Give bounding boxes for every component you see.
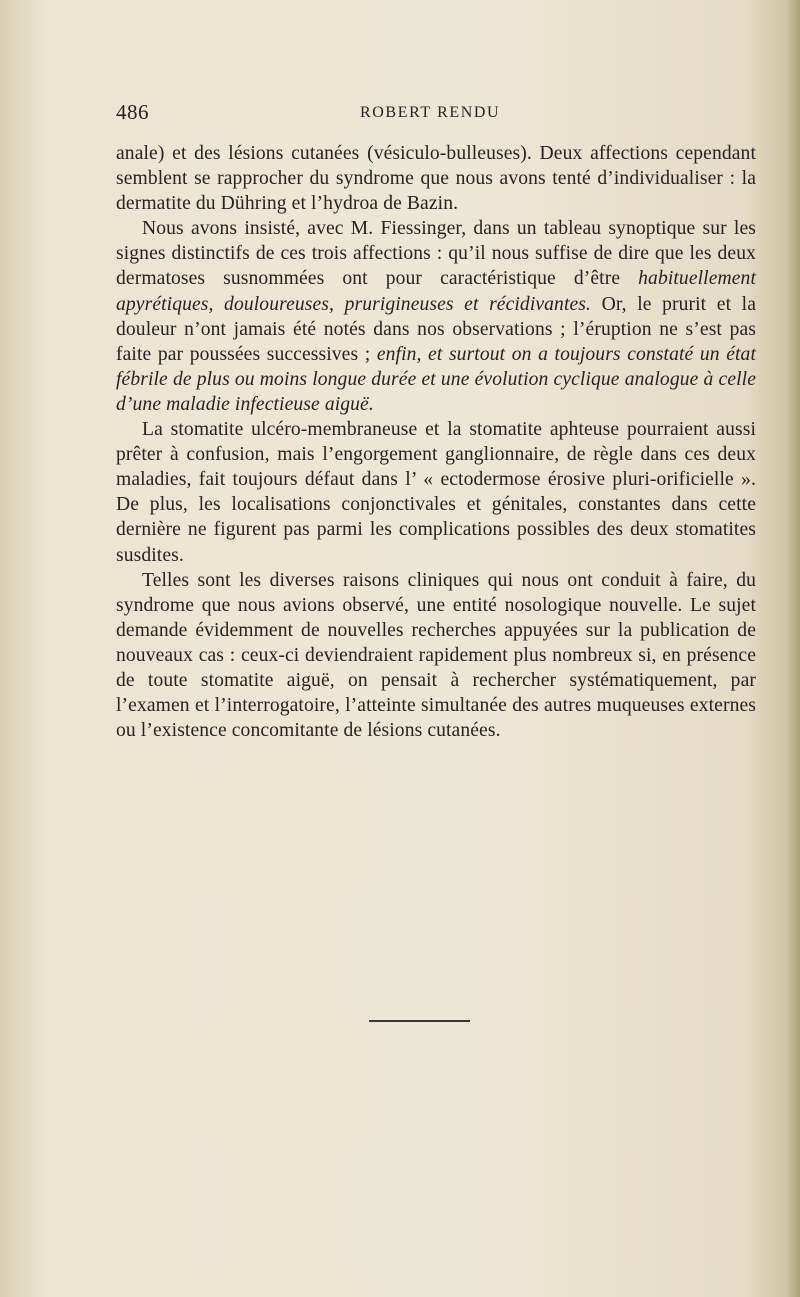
page-header [116, 100, 756, 130]
paragraph-2-italic-2: enfin, et surtout on a toujours constaté un état fébrile de plus ou moins longue durée et une évolution cyclique analogue à celle d’une maladie infectieuse aiguë. [116, 343, 756, 415]
end-rule [369, 1020, 470, 1022]
paragraph-1: anale) et des lésions cutanées (vésiculo-bulleuses). Deux affections cependant semblent se rapprocher du syndrome que nous avons tenté d’individualiser : la dermatite du Dühring et l’hydroa de Bazin. [116, 143, 756, 215]
paragraph-3: La stomatite ulcéro-membraneuse et la stomatite aphteuse pourraient aussi prêter à confusion, mais l’engorgement ganglionnaire, de règle dans ces deux maladies, fait toujours défaut dans l’ « ectodermose érosive pluri-orificielle ». De plus, les localisations conjonctivales et génitales, constantes dans cette dernière ne figurent pas parmi les complications possibles des deux stomatites susdites. [116, 419, 756, 566]
body-text [116, 141, 756, 743]
paragraph-2-italic-1: habituellement apyrétiques, douloureuses, prurigineuses et récidivantes. [116, 268, 756, 315]
paragraph-2 [116, 216, 756, 417]
paragraph-2-text-b: Or, le prurit et la douleur n’ont jamais été notés dans nos observations ; l’éruption ne s’est pas faite par poussées successives ; [116, 293, 756, 365]
running-head: ROBERT RENDU [360, 104, 501, 121]
page-edge-shadow [786, 0, 800, 1297]
page-number: 486 [116, 100, 149, 124]
paragraph-2-text-a: Nous avons insisté, avec M. Fiessinger, dans un tableau synoptique sur les signes distinctifs de ces trois affections : qu’il nous suffise de dire que les deux dermatoses susnommées ont pour caractéristique d’être [116, 218, 756, 290]
paragraph-4: Telles sont les diverses raisons cliniques qui nous ont conduit à faire, du syndrome que nous avions observé, une entité nosologique nouvelle. Le sujet demande évidemment de nouvelles recherches appuyées sur la publication de nouveaux cas : ceux-ci deviendraient rapidement plus nombreux si, en présence de toute stomatite aiguë, on pensait à rechercher systématiquement, par l’examen et l’interrogatoire, l’atteinte simultanée des autres muqueuses externes ou l’existence concomitante de lésions cutanées. [116, 569, 756, 742]
